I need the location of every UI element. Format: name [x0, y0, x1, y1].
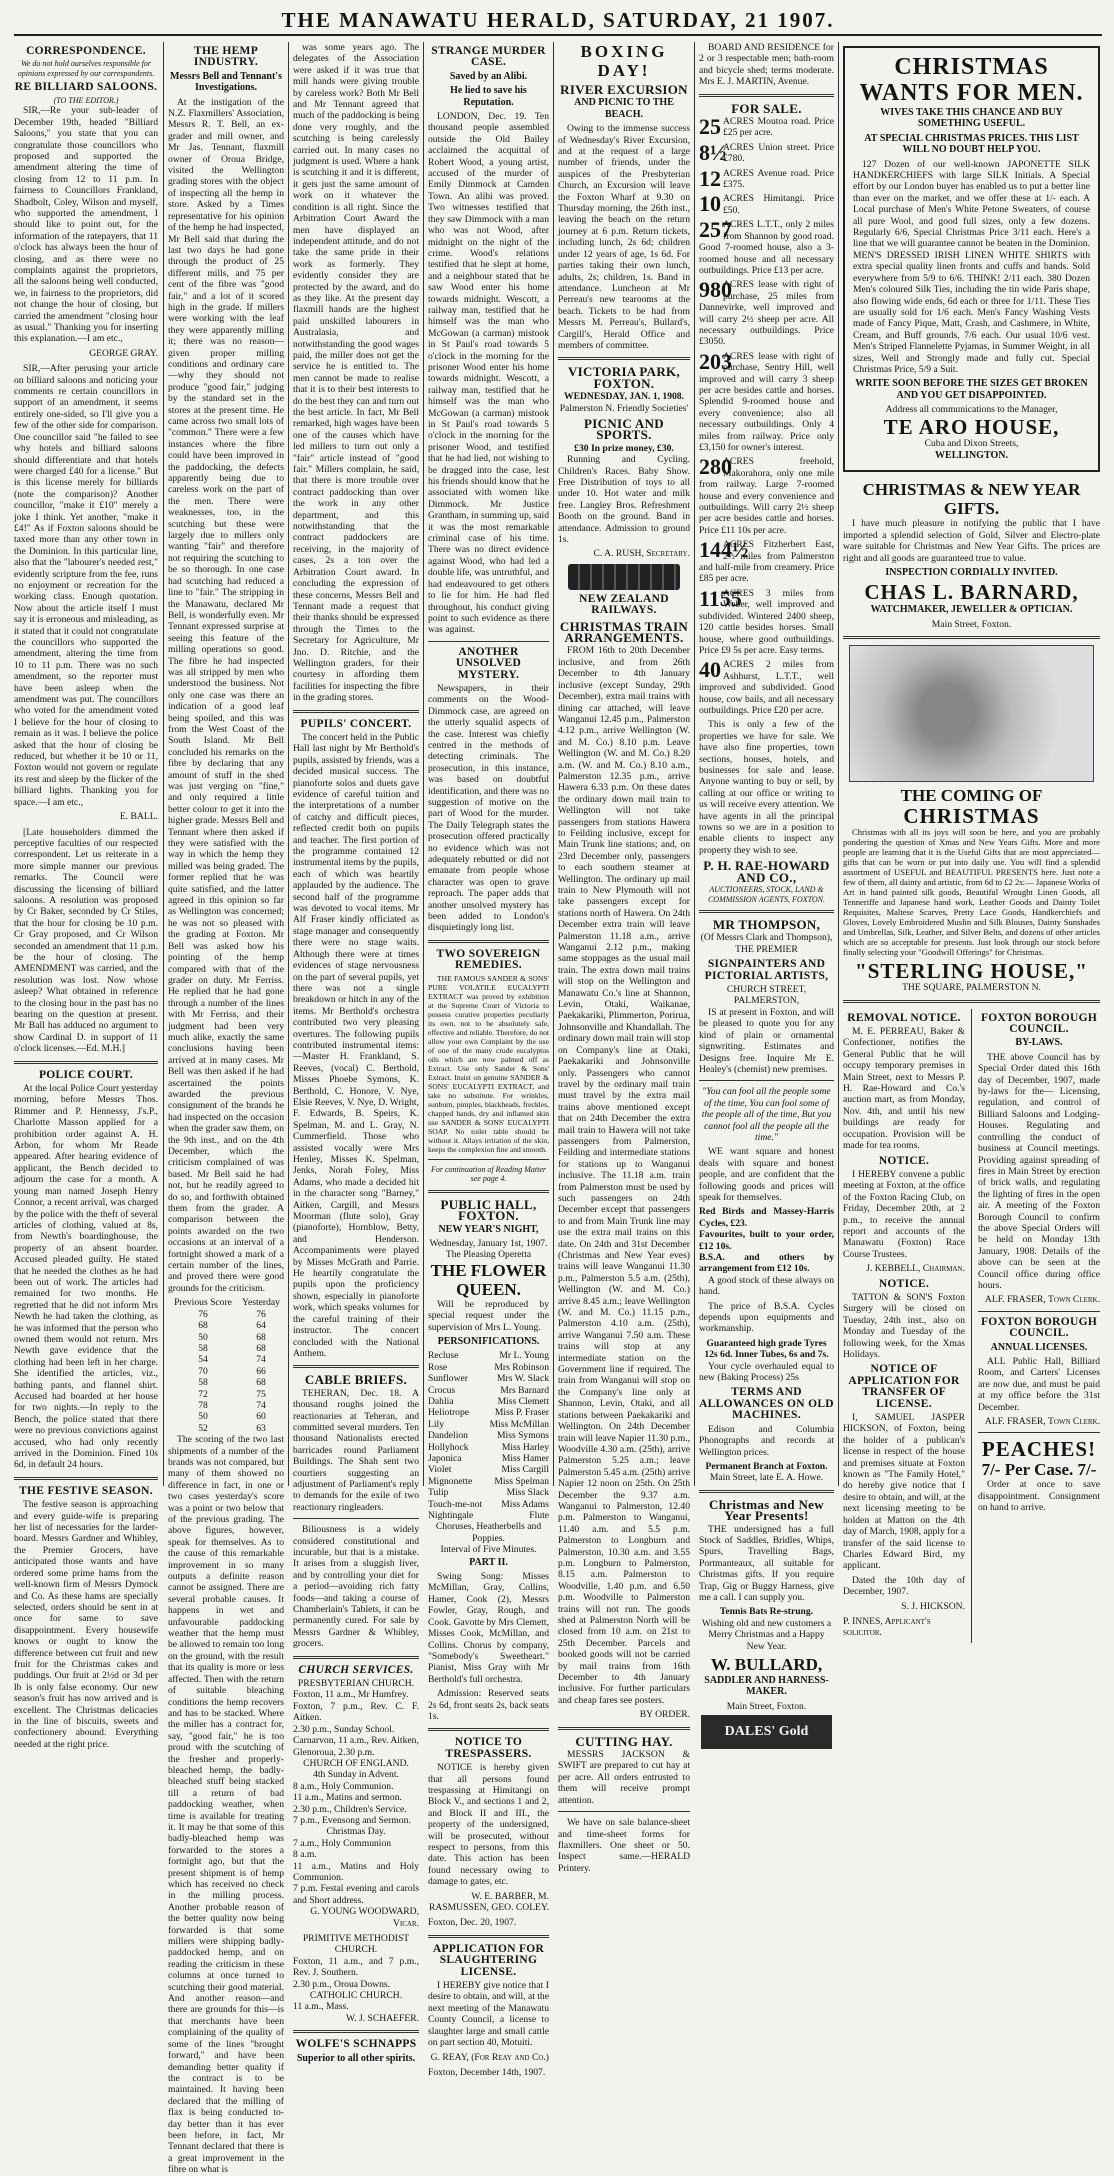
list-item: Rose Mrs Robinson [428, 1361, 549, 1373]
dales-dubbin-ad: DALES' Gold DUBBIN [701, 1715, 832, 1749]
coming-of-heading: THE COMING OF [900, 786, 1043, 806]
fraser-signature-2: ALF. FRASER, Town Clerk. [984, 1416, 1101, 1428]
billiard-heading: RE BILLIARD SALOONS. [14, 81, 158, 94]
letter-gray: SIR,—Re your sub-leader of December 19th, headed "Billiard Saloons," you state that you can congratulate those councillors who proposed and supported the amendment altering the time of closing from 12 to 11 p.m. In fairness to Councillors Frankland, Shadbolt, Coley, Wilson and myself, who supported the amendment, I should like to point out, for the information of the ratepayers, that 11 o'clock has always been the hour of closing, and as there were no complaints against the proprietors, all the saloons being well conducted, we, in fairness to the proprietors, did not change the hour of closing, but carried the amendment "closing hour as usual." Thanking you for inserting this explanation.—I am etc., [14, 105, 158, 345]
unsolved-mystery-text: Newspapers, in their comments on the Wood-Dimmock case, are agreed on the utterly squalid aspects of the case. Interest was chiefly centred in the methods of detecting criminals. The prosecution, in this instance, was based on doubtful identification, and there was no suggestion of motive on the part of Wood for the murder. The Daily Telegraph states the prosecution offered practically no evidence which was not adequately rebutted or did not emanate from people whose character was open to grave reproach. The paper adds that another unsolved mystery has been added to London's disquietingly long list. [428, 682, 549, 934]
trespassers-date: Foxton, Dec. 20, 1907. [428, 1917, 517, 1929]
church-line: PRIMITIVE METHODIST CHURCH. [302, 1933, 410, 1956]
hemp-text: At the instigation of the N.Z. Flaxmillers' Association, Messrs R. T. Bell, an ex-grader and mill owner, and Mr Jas. Tennant, flaxmill owner of Oroua Bridge, visited the Wellington grading stores with the object of inspecting all the hemp in store. Asked by a Times representative for his opinion of the hemp he had inspected, Mr Bell said that during the last two days he had gone through the product of 25 different mills, and 75 per cent of the fibre was "good fair," and a lot of it scored high in the grade. If millers were working with the leaf they were apparently milling it; there was no reason—given proper milling conditions and ordinary care—why they should not produce "good fair," judging by the standard set in the stores at the present time. He came across two small lots of "common." There were a few instances where the fibre could have been improved in the paddocking, the defects apparently being due to careless work on the part of the men. There were weaknesses, too, in the scutching but these were largely due to millers only wanting "fair" and therefore not requiring the scutching to be so thorough. In one case had scutching had reduced a line to "fair." The stripping in the Manawatu, declared Mr Bell, is wonderfully even. Mr Tennant expressed surprise at seeing this feature of the milling operations so good. The fibre he had inspected was all stripped by men who understood the business. Not only one case was there an indication of a good leaf being spoiled, and this was from the West Coast of the South Island. Mr Bell concluded his remarks on the fibre by declaring that any amount of stuff in the shed was just verging on "fine," and only required a little better colour to get it into the higher grade. Messrs Bell and Tennant where then asked if they were satisfied with the way in which the hemp they milled was being graded. The former replied that he was quite satisfied, and the latter agreed in this opinion so far as Wellington was concerned; he was not so pleased with the grading at Foxton. Mr Bell was asked how his pointing of the hemp compared with that of the grader on duty. Mr Ferriss. He replied that he had gone through a number of the lines with Mr Ferriss, and their judgment had been very much alike, exactly the same conclusions having been arrived at in many cases. Mr Bell was then asked if he had ascertained the points awarded the previous consignment of the brands he had inspected on the occasion when the grader saw them, on the 9th inst., and on the 4th December, which the criticism complained of was based. Mr Bell said he had not, but he readily agreed to do so, and forthwith obtained them from the grader. A comparison between the points awarded on the two occasions at an interval of a fortnight showed a mark of a certain number of the lines, and proved there were good grounds for the criticism. [168, 96, 284, 1294]
church-services-heading: CHURCH SERVICES. [298, 1663, 414, 1676]
church-line: 8 a.m., Holy Communion. [293, 1780, 394, 1792]
police-court-text: At the local Police Court yesterday morning, before Messrs Thos. Rimmer and P. Hennessy, J's.P., Charlotte Masson applied for a prohibition order against A. H. Arbon, for whom Mr Reade appeared. After hearing evidence of applicant, the Bench decided to adjourn the case for a month. A young man named Joseph Henry Connor, a recent arrival, was charged by the police with the theft of several articles of clothing, valued at 8s, from Newth's boardinghouse, the property of an absent boarder. Accused pleaded guilty. He stated that he needed the clothes as he had been out of work. The articles had remained for two months. He regretted that he did not inform Mrs Newth he had taken the clothing, as he was informed that the person who owned them would not return. Mrs Newth gave evidence that the clothing had been left in her charge. She identified the articles, viz., bathing pants, and flannel shirt. Accused had boarded at her house for two nights.—In reply to the Bench, the police stated that there were no previous convictions against accused, who had only recently arrived in the Dominion. Fined 10s 6d, in default 24 hours. [14, 1083, 158, 1471]
board-residence-ad: BOARD AND RESIDENCE for 2 or 3 respectable men; bath-room and bicycle shed; terms moderate. Mrs E. J. MARTIN, Avenue. [699, 42, 834, 88]
by-order: BY ORDER. [639, 1709, 690, 1721]
transfer-date: Dated the 10th day of December, 1907. [843, 1574, 966, 1598]
column-3 [293, 42, 419, 2064]
score-header-previous: Previous Score [174, 1297, 232, 1309]
gifts-heading: CHRISTMAS & NEW YEAR GIFTS. [862, 480, 1081, 519]
list-item: 257 ACRES L.T.T., only 2 miles from Shannon by good road. Good 7-roomed house, also a 3-roomed house and all necessary outbuildings. Price £13 per acre. [699, 217, 834, 276]
saddles-text: THE undersigned has a full Stock of Saddles, Bridles, Whips, Spurs, Travelling Bags, Portmanteaux, all suitable for Christmas gifts. If you require Trap, Gig or Buggy Harness, give me a call. I can supply you. [699, 1523, 834, 1603]
column-rule [288, 42, 289, 1486]
column-rule [163, 42, 164, 1486]
murder-text: LONDON, Dec. 19. Ten thousand people assembled outside the Old Bailey acclaimed the acquittal of Robert Wood, a young artist, accused of the murder of Emily Dimmock at Camden Town. An alibi was proved. Two witnesses testified that they saw Dimmock with a man who was not Wood, after midnight on the night of the crime. Wood's relations testified that he slept at home, and a neighbour stated that he saw Wood enter his home towards midnight. Wescott, a railway man, testified that he himself was the man who McGowan (a carman) mistook in St Paul's road towards 5 o'clock in the morning for the prisoner Wood enter his home towards midnight. Wescott, a railway man, testified that he himself was the man who McGowan (a carman) mistook in St Paul's road towards 5 o'clock in the morning for the prisoner Wood, and testified that he had lied, not wishing to be dragged into the case, lest his friends should know that he associated with women like Dimmock. Mr Justice Grantham, in summing up, said it was the most remarkable criminal case of his time. There was no direct evidence against Wood, who had led a double life, was untruthful, and had endeavoured to get others to lie for him. He had fled throughout, his conduct giving point to such evidence as there was against. [428, 111, 549, 636]
church-line: 2.30 p.m., Sunday School. [293, 1723, 395, 1735]
list-item: Recluse Mr L. Young [428, 1350, 549, 1362]
church-street: CHURCH STREET, PALMERSTON, [726, 984, 807, 1007]
church-line: CATHOLIC CHURCH. [309, 1990, 403, 2002]
hemp-subheading: Messrs Bell and Tennant's Investigations. [170, 70, 282, 94]
police-court-heading: POLICE COURT. [38, 1068, 133, 1081]
column-2 [168, 42, 284, 2176]
slaughter-signature: G. REAY, (For Reay and Co.) [430, 2051, 549, 2063]
hemp-continued: was some years ago. The delegates of the Association were asked if it was true that mill hands were giving trouble by careless work? Both Mr Bell and Mr Tennant agreed that much of the paddocking is being done very roughly, and the scutching is being carelessly carried out. In many cases no judgment is used. Where a hank is scutching it and it is different, it gets just the same amount of work on it whatever the condition is all right. Since the Arbitration Court Award the men have displayed an independent attitude, and do not take the same pride in their work as formerly. They evidently consider they are protected by the award, and do as they like. At the present day flaxmill hands are the highest paid unskilled labourers in Australasia, and notwithstanding the good wages paid, the miller does not get the service he is entitled to. The men cannot be made to realise that it is to their best interests to do the best they can and turn out the best article. In fact, Mr Bell remarked, high wages have been one of the causes which have led millers to turn out only a "fair" article instead of "good fair." Millers complain, he said, that there is more trouble over contract paddocking than over the work in any other department, and this notwithstanding that the contract paddockers are receiving, in the majority of cases, 2s a ton over the Arbitration Court award. In concluding the expression of these concerns, Messrs Bell and Tennant made a request that their thanks should be expressed through the Times to the Secretary for Agriculture, Mr Jno. D. Ritchie, and the Wellington graders, for their courtesy in affording them facilities for inspecting the fibre in the grading stores. [293, 42, 419, 704]
list-item: Tulip Miss Slack [428, 1487, 549, 1499]
christmas-illustration [849, 645, 1094, 782]
thompson-heading: MR THOMPSON, [712, 917, 821, 933]
concert-date: Wednesday, January 1st, 1907. [429, 1237, 548, 1249]
table-row: 50 60 [198, 1411, 266, 1423]
thompson-text: IS at present in Foxton, and will be pleased to quote you for any kind of plain or ornamental signwriting. Estimates and Designs free. Inquire Mr E. Healey's (chemist) new premises. [699, 1006, 834, 1075]
list-item: Nightingale Flute [428, 1510, 549, 1522]
peaches-text: Order at once to save disappointment. Consignment on hand to arrive. [978, 1479, 1101, 1514]
list-item: 980 ACRES lease with right of purchase, 25 miles from Dannevirke, well improved and will carry 2½ sheep per acre. All necessary outbuildings. Price £3050. [699, 277, 834, 348]
thompson-sub: (Of Messrs Clark and Thompson), [700, 932, 833, 944]
column-5 [558, 42, 690, 1874]
slaughter-license-heading: APPLICATION FOR SLAUGHTERING LICENSE. [432, 1942, 545, 1978]
rae-howard-heading: P. H. RAE-HOWARD AND CO., [703, 858, 830, 885]
wishing-text: Wishing old and new customers a Merry Christmas and a Happy New Year. [701, 1617, 832, 1652]
column-6 [699, 42, 834, 1774]
column-rule [553, 42, 554, 1486]
table-row: 76 76 [198, 1308, 266, 1320]
murder-subheading-1: Saved by an Alibi. [449, 70, 528, 82]
christmas-wants-sub: WIVES TAKE THIS CHANCE AND BUY SOMETHING USEFUL. [880, 107, 1063, 130]
bullard-address: Main Street, Foxton. [726, 1700, 807, 1712]
editor-note: [Late householders dimmed the perceptive faculties of our respected correspondent. Let us reiterate in a more simple manner our previous remarks. The Council were discussing the licensing of billiard saloons. A resolution was proposed by Cr Baker, seconded by Cr Stiles, that the hour for closing be 10 p.m. Cr Gray proposed, and Cr Wilson seconded an amendment that 11 p.m. be the hour of closing. The AMENDMENT was carried, and the resolution was lost. Now whose asleep? What obtained in reference to the closing hour in the past has no bearing on the question at present. Mr Ball has adduced no argument to show Cardinal D. in support of 11 o'clock licenses.—Ed. M.H.] [14, 826, 158, 1055]
list-item: Sunflower Mrs W. Slack [428, 1373, 549, 1385]
sale-note: This is only a few of the properties we have for sale. We have also fine properties, town sections, houses, hotels, and businesses for sale and lease. Anyone wanting to buy or sell, by calling at our office or writing to us will receive every attention. We have agents in all the principal towns so we are in a position to enable clients to inspect any property they wish to see. [699, 719, 834, 856]
church-line: G. YOUNG WOODWARD, Vicar. [310, 1906, 419, 1929]
cycles-price: Red Birds and Massey-Harris Cycles, £23. [699, 1206, 834, 1229]
list-item: Crocus Mrs Barnard [428, 1384, 549, 1396]
notice-heading-2: NOTICE. [878, 1277, 930, 1290]
sterling-house: "STERLING HOUSE," [855, 959, 1088, 984]
festive-season-heading: THE FESTIVE SEASON. [19, 1484, 153, 1497]
table-row: 78 74 [198, 1399, 266, 1411]
signpainters-heading: SIGNPAINTERS AND PICTORIAL ARTISTS, [704, 958, 829, 982]
list-item: 8½ ACRES Union street. Price £780. [699, 139, 834, 165]
meeting-text: I HEREBY convene a public meeting at Foxton, at the office of the Foxton Racing Club, on Friday, December 20th, at 2 p.m., to receive the annual report and accounts of the Manawatu (Foxton) Race Course Trustees. [843, 1168, 966, 1260]
church-line: 7 p.m. Festal evening and carols and Short address. [293, 1883, 419, 1906]
correspondence-note: We do not hold ourselves responsible for opinions expressed by our correspondents. [17, 59, 155, 78]
tennis-bats: Tennis Bats Re-strung. [719, 1606, 814, 1618]
church-line: 4th Sunday in Advent. [313, 1769, 399, 1781]
hemp-heading: THE HEMP INDUSTRY. [193, 45, 259, 69]
church-line: 11 a.m., Mass. [293, 2001, 349, 2013]
festive-season-text: The festive season is approaching and every guide-wife is preparing her list of necessaries for the larder-board. Messrs Gardner and Whibley, the Premier Grocers, have anticipated those wants and have ordered some prime hams from the well-known firm of Messrs Dymock and Co. As these hams are specially selected, orders should be sent in at once for same to save disappointment. Every housewife knows or ought to know the difference between cut fruit and new fruit for the Christmas cakes and puddings. Our fruit at 2½d or 3d per lb is only false economy. Our new season's fruit has now arrived and is excellent. The Christmas delicacies in the line of biscuits, sweets and confectionery abound. Everything needed at the right price. [14, 1499, 158, 1750]
tyres-price: Guaranteed high grade Tyres 12s 6d. Inner Tubes, 6s and 7s. [704, 1337, 829, 1361]
score-header-yesterday: Yesterday [242, 1297, 280, 1309]
list-item: 203 ACRES lease with right of purchase, Sentry Hill, well improved and will carry 3 sheep per acre besides cattle and horses. Splendid 9-roomed house and every convenience; also all necessary outbuildings. Only 4 miles from railway. Price only £3,150 for owner's interest. [699, 348, 834, 453]
table-row: 50 68 [198, 1331, 266, 1343]
gifts-text: I have much pleasure in notifying the public that I have imported a splendid selection of Gold, Silver and Electro-plate ware suitable for Christmas and New Year Gifts. The prices are right and all goods are guaranteed true to value. [843, 518, 1100, 564]
column-rule [838, 42, 839, 1486]
church-line: W. J. SCHAEFER. [346, 2012, 419, 2024]
column-rule [423, 42, 424, 1486]
barnard-heading: CHAS L. BARNARD, [864, 580, 1079, 605]
bullard-heading: W. BULLARD, [710, 1655, 823, 1674]
address-note: Address all communications to the Manager, [885, 404, 1058, 416]
to-the-editor: (TO THE EDITOR.) [53, 95, 119, 105]
picnic-sports-heading: PICNIC AND SPORTS. [584, 415, 664, 443]
river-excursion-heading: RIVER EXCURSION [560, 82, 688, 97]
bylaws-heading: BY-LAWS. [1015, 1037, 1063, 1049]
for-sale-heading: FOR SALE. [731, 100, 802, 116]
column-7 [843, 42, 1101, 1639]
list-item: 12 ACRES Avenue road. Price £375. [699, 165, 834, 191]
list-item: Dahlia Miss Clemett [428, 1395, 549, 1407]
favourites-price: Favourites, built to your order, £12 10s. [699, 1229, 834, 1252]
annual-licenses-heading: ANNUAL LICENSES. [990, 1341, 1088, 1353]
balance-sheet-ad: We have on sale balance-sheet and time-sheet forms for flaxmillers. One sheet or 50. Inspect same.—HERALD Printery. [558, 1817, 690, 1874]
church-line: CHURCH OF ENGLAND. [303, 1757, 409, 1769]
public-hall-heading: PUBLIC HALL, FOXTON. [440, 1196, 537, 1224]
overhaul-price: Your cycle overhauled equal to new (Baking Process) 25s [699, 1360, 834, 1384]
church-line: 11 a.m., Matins and sermon. [293, 1792, 402, 1804]
table-row: 70 66 [198, 1365, 266, 1377]
table-row: 58 68 [198, 1342, 266, 1354]
table-row: 72 75 [198, 1388, 266, 1400]
fool-poem: "You can fool all the people some of the time, You can fool some of the people all of the time, But you cannot fool all the people all the time." [701, 1086, 832, 1143]
christmas-train-text: FROM 16th to 20th December inclusive, and from 26th December to 4th January inclusive (except Sunday, 29th December), extra mail trains with dining car attached, will leave Wanganui 12.45 p.m., Palmerston 4.12 p.m., arrive Wellington (W. and M. Co.) 8.10 p.m. Leave Wellington (W. and M. Co.) 8.20 a.m. (W. and M. Co.) 8.10 a.m., Palmerston 12.35 p.m., arrive Hawera 6.33 p.m. On these dates the ordinary down mail train to Wellington will not take passengers from stations Hawera to Feilding inclusive, except for Main Trunk line stations; and, on 23rd December only, passengers to each southern steamer at Wellington. The ordinary up mail train to New Plymouth will not take passengers except for stations north of Hawera. On 24th December extra train will leave Palmerston 11.18 a.m., arrive Wanganui 2.12 p.m., making same stoppages as the usual mail train. The extra down mail trains will stop on the Wellington and Manawatu Co.'s line at Shannon, Levin, Otaki, Waikanae, Paekakariki, Plimmerton, Porirua, Johnsonville and Khandallah. The ordinary down mail train will stop on Company's line at Otaki, Paekakariki and Johnsonville only. Passengers who cannot travel by the ordinary mail train must travel by the extra mail trains above mentioned except that on 24th December the extra mail train to Hawera will not take passengers from Palmerston, Feilding and intermediate stations for stations up to Wanganui inclusive. The 11.18 a.m. train from Palmerston must be used by such passengers on 24th December except that passengers to and from Main Trunk line may use the extra mail trains on this date. On 24th and 31st December (Christmas and New Year eves) trains will leave Wanganui 11.30 p.m., Palmerston 5.5 a.m. (25th), Wellington (W. and M. Co.) arrive 8.45 a.m.; leave Wellington (W. and M. Co.) 11.15 p.m., Palmerston 4.10 a.m. (25th), arrive Wanganui 7.50 a.m. These trains will stop at any intermediate station on the Government line if required. The train from Wanganui will stop on the Company's line only at Shannon, Levin, Otaki, and all stations between Paekakariki and Wellington. On 24th December train will leave Napier 11.30 p.m., Woodville 4.30 a.m. (25th), arrive Palmerston 5.25 a.m.; leave Palmerston 5.45 a.m. (25th) arrive Napier 12 noon on 25th. On 25th December the 9.37 a.m. Wanganui to Palmerston, 12.40 p.m. Palmerston to Wanganui, 11.40 a.m. and 5.5 p.m. Palmerston to Longburn and Palmerston, 10.30 a.m. and 3.55 p.m. Longburn to Palmerston, 8.15 a.m. Palmerston to Woodville, 1.40 p.m. and 6.50 p.m. Woodville to Palmerston trains will not run. The goods shed at Palmerston North will be closed from 10 a.m. on 21st to 25th December. Parcels and booked goods will not be carried by mail trains from 16th December to 4th January inclusive. For further particulars and cheap fares see posters. [558, 645, 690, 1706]
stock-note: A good stock of these always on hand. [699, 1274, 834, 1298]
pupils-concert-text: The concert held in the Public Hall last night by Mr Berthold's pupils, assisted by friends, was a decided musical success. The pianoforte solos and duets gave evidence of careful tuition and the interpretations of a number of catchy and difficult pieces, reflected credit both on pupils and teacher. The first portion of the programme contained 12 instrumental items by the pupils, each of which was heartily applauded by the audience. The second half of the programme was devoted to vocal items. Mr Alf Fraser kindly officiated as stage manager and consequently there were no stage waits. Although there were at times evidences of stage nervousness on the part of several pupils, yet there was not a single breakdown or hitch in any of the items. Mr Berthold's orchestra contributed two very pleasing overtures. The following pupils contributed instrumental items:—Master H. Frankland, S. Reeves, (vocal) C. Berthold, Misses Phoebe Symons, K. Berthold, C. Honore, V. Nye, Elsie Reeves, V. Nye, D. Wright, F. Edwards, B. Speirs, K. Spelman, M. and L. Gray, N. Cummerfield. Those who assisted vocally were Mrs Henley, Misses K. Spelman, Jenks, Norah Foley, Miss Adams, who made a decided hit in the character song "Barney," Aitken, Cargill, and Messrs Moorman (flute solo), Gray (pianoforte), Hornblow, Betty, and Henderson. Accompaniments were played by Misses McGrath and Parrie. He heartily congratulate the pupils upon the proficiency shown, especially in pianoforte work, which speaks volumes for the careful training of their instructor. The concert concluded with the National Anthem. [293, 731, 419, 1359]
list-item: 10 ACRES Himitangi. Price £50. [699, 191, 834, 217]
signature-ball: E. BALL. [119, 811, 158, 823]
church-line: Carnarvon, 11 a.m., Rev. Aitken, [293, 1735, 419, 1747]
rush-signature: C. A. RUSH, Secretary. [593, 548, 690, 560]
hemp-text-after-scores: The scoring of the two last shipments of a number of the brands was not compared, but many of them showed no difference in fact, in one or two cases yesterday's score was a point or two below that of the previous grading. The above figures, however, speak for themselves. As to the cause of this remarkable improvement in so many outputs a definite reason cannot be assigned. There are several probable causes. It happens in wet and unfavourable paddocking weather that the hemp must be allowed to remain too long on the ground, with the result that its quality is more or less affected. Then with the return of suitable bleaching conditions the hemp recovers and has to be stacked. Where the miller has a contract for, say, "good fair," he is too proud with the scutching of the fresher and properly-bleached hemp, the badly-bleached stuff being stacked till a return of bad paddocking weather, when time is available for treating it. It may be that some of this badly-bleached hemp was forwarded to the stores a fortnight ago, but that the present shipment is of hemp which has received no check in the milling process. Another probable reason of the better quality now being forwarded is that some millers were shipping badly-paddocked hemp, and on reading the criticism in these columns at once turned to scutching their good material. And another reason—and there are grounds for this—is that merchants have been complaining of the quality of some of the lines "brought forward," and have been demanding better quality if the contract is to be maintained. It having been declared that the milling of flax is being conducted to-day better than it has ever been before, in fact, Mr Tennant declared that there is a great improvement in the fibre on what is [168, 1434, 284, 2176]
bsa-note: The price of B.S.A. Cycles depends upon equipments and workmanship. [699, 1300, 834, 1335]
terms-allowances: TERMS AND ALLOWANCES ON OLD MACHINES. [699, 1386, 834, 1422]
fraser-signature: ALF. FRASER, Town Clerk. [984, 1294, 1101, 1306]
church-line: 7 a.m., Holy Communion [293, 1837, 392, 1849]
pupils-concert-heading: PUPILS' CONCERT. [300, 717, 412, 730]
trespassers-text: NOTICE is hereby given that all persons found trespassing at Himitangi on Block V., and sections 1 and 2, and Block II and III., the property of the undersigned, will be prosecuted, without respect to persons, from this date. This action has been found necessary owing to damage to gates, etc. [428, 1762, 549, 1888]
murder-subheading-2: He lied to save his Reputation. [450, 85, 527, 108]
church-line: Foxton, 7 p.m., Rev. C. F. Aitken. [293, 1700, 419, 1724]
part-two: PART II. [469, 1556, 508, 1568]
list-item: Heliotrope Miss P. Fraser [428, 1407, 549, 1419]
wolfes-schnapps-tagline: Superior to all other spirits. [296, 2052, 416, 2064]
list-item: Dandelion Miss Symons [428, 1430, 549, 1442]
list-item: 144½ ACRES Fitzherbert East, 2½ miles from Palmerston and half-mile from creamery. Price £85 per acre. [699, 537, 834, 585]
list-item: Lily Miss McMillan [428, 1418, 549, 1430]
church-line: Foxton, 11 a.m., Mr Humfrey. [293, 1689, 409, 1701]
trespassers-signatories: W. E. BARBER, M. RASMUSSEN, GEO. COLEY. [428, 1890, 549, 1914]
notices-left [843, 1009, 965, 1643]
inspection-invited: INSPECTION CORDIALLY INVITED. [885, 567, 1058, 578]
premier-label: THE PREMIER [735, 943, 798, 955]
cable-briefs-heading: CABLE BRIEFS. [304, 1372, 408, 1388]
christmas-wants-heading: CHRISTMAS WANTS FOR MEN. [859, 54, 1084, 106]
operetta-text: Will be reproduced by special request under the supervision of Mrs L. Young. [428, 1298, 549, 1333]
te-aro-city: WELLINGTON. [935, 449, 1008, 461]
interval: Interval of Five Minutes. [440, 1544, 537, 1556]
list-item: Mignonette Miss Spelman [428, 1475, 549, 1487]
list-item: Hollyhock Miss Harley [428, 1441, 549, 1453]
murder-case-heading: STRANGE MURDER CASE. [431, 45, 546, 69]
te-aro-house: TE ARO HOUSE, [883, 414, 1060, 439]
church-line: Glenoroua, 2.30 p.m. [293, 1746, 375, 1758]
barnard-address: Main Street, Foxton. [931, 618, 1012, 630]
borough-council-heading-2: FOXTON BOROUGH COUNCIL. [980, 1315, 1098, 1340]
christmas-wants-ad [843, 46, 1100, 472]
removal-notice-heading: REMOVAL NOTICE. [847, 1011, 961, 1024]
new-years-night: NEW YEAR'S NIGHT, [438, 1223, 539, 1235]
flower-queen-title: THE FLOWER QUEEN. [430, 1260, 547, 1299]
slaughter-license-text: I HEREBY give notice that I desire to obtain, and will, at the next meeting of the Manawatu County Council, a license to slaughter large and small cattle on part section 40, Motuiti. [428, 1980, 549, 2049]
notices-right [978, 1009, 1100, 1643]
xmas-presents-heading: Christmas and New Year Presents! [709, 1496, 824, 1524]
cutting-hay-heading: CUTTING HAY. [575, 1733, 673, 1749]
notice-heading-1: NOTICE. [878, 1154, 930, 1167]
branch-address: Main Street, late E. A. Howe. [709, 1472, 824, 1484]
table-row: 68 64 [198, 1320, 266, 1332]
cable-briefs-text: TEHERAN, Dec. 18. A thousand roughs joined the reactionaries at Teheran, and committed several murders. Ten thousand Nationalists erected barricades round Parliament Buildings. The Shah sent two courtiers suggesting an adjustment of Parliament's reply to demands for the exile of two reactionary ringleaders. [293, 1387, 419, 1513]
transfer-text: I, SAMUEL JASPER HICKSON, of Foxton, being the holder of a publican's license in respect of the house and premises situate at Foxton known as "The Family Hotel," do hereby give notice that I desire to obtain, and will, at the next licensing meeting to be holden at Matton on the 4th day of March, 1908, apply for a transfer of the said license to Charles Edward Bird, my applicant. [843, 1412, 966, 1572]
bylaws-text: THE above Council has by Special Order dated this 16th day of December, 1907, made by-laws for the— Licensing, regulation, and control of Billiard Saloons and Lodging-Houses. Regulating and controlling the conduct of business at Council meetings. Providing against spreading of fires in Main Street by erection of brick walls, and regulating the lighting of fires in the open air. A meeting of the Foxton Borough Council to confirm the above Special Orders will be held on Monday 13th January, 1908. Details of the above can be seen at the Council office during office hours. [978, 1051, 1101, 1291]
trespassers-heading: NOTICE TO TRESPASSERS. [445, 1736, 532, 1760]
admission: Admission: Reserved seats 2s 6d, front seats 2s, back seats 1s. [428, 1688, 549, 1722]
sovereign-remedies-text: THE FAMOUS SANDER & SONS' PURE VOLATILE EUCALYPTI EXTRACT was proved by exhibition at the Supreme Court of Victoria to possess curative properties peculiarly its own, not to be absolutely safe, effective and reliable. Therefore, do not allow your own Complaint by the use of one of the many crude eucalyptus oils which are now palmed off as Extract. Use only Sander & Sons' Extract. Insist on genuine SANDER & SONS' EUCALYPTI EXTRACT, and take no substitute. For wrinkles, sunburn, pimples, blackheads, freckles, chapped hands, dry and inflamed skin use SANDER & SONS' EUCALYPTI SOAP. No toilet table should be without it. Allays irritation of the skin, keeps the complexion fine and smooth. [428, 973, 549, 1154]
coming-of-christmas-text: Christmas with all its joys will soon be here, and you are probably pondering the question of Xmas and New Years Gifts. More and more people are learning that it is the Useful Gifts that are most appreciated—gifts that can be worn or put into daily use. You will find a splendid assortment of USEFUL and BEAUTIFUL PRESENTS here. Just note a few of them, all dainty and artistic, from 6d to £2 2s:— Japanese Works of Art in hand painted silk goods, Beautiful Wrought Linen Goods, all Tenneriffe and Japanese hand work, Leather Goods and Dainty Toilet Requisites, Maltese Scarves, Pretty Lace Goods, Handkerchiefs and Gloves, Lovely Embroidered Muslin and Silk Blouses, Dainty Sunshades and Umbrellas, Silk, Leather, and Silver Belts, and dozens of other articles which are so acceptable for presents. Just look through our stock before finally selecting your "Goodwill Offerings" for Christmas. [843, 827, 1100, 958]
peaches-price: 7/- Per Case. 7/- [981, 1460, 1097, 1480]
sovereign-remedies-heading: TWO SOVEREIGN REMEDIES. [436, 947, 541, 972]
sterling-address: THE SQUARE, PALMERSTON N. [902, 982, 1041, 994]
borough-council-heading: FOXTON BOROUGH COUNCIL. [980, 1011, 1098, 1036]
innes-solicitor: P. INNES, Applicant's solicitor. [843, 1615, 931, 1639]
transfer-heading: NOTICE OF APPLICATION FOR TRANSFER OF LICENSE. [848, 1363, 960, 1410]
wolfes-schnapps-ad: WOLFE'S SCHNAPPS [295, 2038, 417, 2051]
tatton-text: TATTON & SON'S Foxton Surgery will be closed on Tuesday, 24th inst., also on Monday and Tuesday of the following week, for the Xmas Holidays. [843, 1291, 966, 1360]
list-item: 40 ACRES 2 miles from Ashhurst, L.T.T., well improved and subdivided. Good house, cow bails, and all necessary outbuildings. Price £20 per acre. [699, 657, 834, 716]
inner-column-rule [971, 1009, 972, 1643]
church-line: Christmas Day. [326, 1826, 386, 1838]
list-item: Touch-me-not Miss Adams [428, 1498, 549, 1510]
kebbell-signature: J. KEBBELL, Chairman. [866, 1263, 966, 1275]
church-line: 7 p.m., Evensong and Sermon. [293, 1814, 411, 1826]
removal-notice-text: M. E. PERREAU, Baker & Confectioner, notifies the General Public that he will occupy temporary premises in Main Street, next to Messrs P. H. Rae-Howard and Co.'s auction mart, as from Monday, Nov. 4th, and until his new buildings are ready for occupation. Provision will be made for tea rooms. [843, 1026, 966, 1152]
correspondence-heading: CORRESPONDENCE. [26, 45, 146, 57]
rae-howard-sub: AUCTIONEERS, STOCK, LAND & COMMISSION AGENTS, FOXTON. [707, 885, 826, 904]
column-4 [428, 42, 549, 2078]
notices-row [843, 1009, 1100, 1643]
church-line: Foxton, 11 a.m., and 7 p.m., Rev. J. Southern. [293, 1955, 419, 1979]
square-deals: WE want square and honest deals with square and honest people, and are confident that the following goods and prices will speak for themselves. [699, 1146, 834, 1203]
christmas-train-heading: CHRISTMAS TRAIN ARRANGEMENTS. [559, 618, 689, 646]
railways-heading: NEW ZEALAND RAILWAYS. [579, 592, 669, 617]
table-row: 58 68 [198, 1377, 266, 1389]
bullard-sub: SADDLER AND HARNESS-MAKER. [704, 1675, 829, 1698]
victoria-park-heading: VICTORIA PARK, FOXTON. [567, 364, 681, 391]
permanent-branch: Permanent Branch at Foxton. [705, 1460, 828, 1472]
continuation-note: For continuation of Reading Matter see page 4. [430, 1164, 547, 1184]
train-illustration [568, 564, 680, 590]
river-excursion-text: Owing to the immense success of Wednesday's River Excursion, and at the request of a large number of friends, under the auspices of the Presbyterian Church, an Excursion will leave the Foxton Wharf at 9.30 on Thursday morning, the 26th inst., leaving the beach on the return journey at 6 p.m. Return tickets, including lunch, 2s 6d; children under 12 years of age, 1s 6d. For parties taking their own lunch, adults, 2s; children, 1s. Band in attendance. Luncheon at Mr Perreau's new tearooms at the beach. Tickets to be had from Messrs M. Perreau's, Bullard's, Cargill's, Herald Office and members of committee. [558, 123, 690, 351]
christmas-wants-text: 127 Dozen of our well-known JAPONETTE SILK HANDKERCHIEFS with large SILK Initials. A Special effort by our London buyer has enabled us to put a better line than ever on the market, and we offer these at 1/- each. A Local purchase of Men's White Petone Sweaters, of course all pure Wool, and good full sizes, only a few dozens. Regularly 6/6, Special Christmas Price 3/11 each. Here's a line that we will guarantee cannot be beaten in the Dominion. MEN'S DRESSED IRISH LINEN WHITE SHIRTS with extra special quality linen fronts and cuffs and bands. Sold everywhere from 5/9 to 6/6. THINK! 2/11 each. 380 Dozen Men's coloured Silk Ties, including the tin wide Paris shape, also flowing wide ends, 6d each or three for 1/11. These Ties are usually sold for 1/6 each. Men's Fancy Washing Vests made of Fancy Pique, Matt, Crash, and Cashmere, in White, Cream, and Buff grounds, 7/6 each. Our usual 10/6 vest. Men's Striped Flannelette Pyjamas, in Summer Weight, in all sizes, Well and Strongly made and fully cut. Special Christmas Price, 5/9 a Suit. [853, 158, 1090, 375]
slaughter-date: Foxton, December 14th, 1907. [428, 2066, 546, 2078]
list-item: Violet Miss Cargill [428, 1464, 549, 1476]
table-row: 52 63 [198, 1422, 266, 1434]
peaches-heading: PEACHES! [981, 1437, 1097, 1462]
church-line: 8 a.m. [293, 1849, 317, 1861]
church-line: 11 a.m., Matins and Holy Communion. [293, 1860, 419, 1883]
column-rule [694, 42, 695, 1486]
bsa-price: B.S.A. and others by arrangement from £12 10s. [699, 1252, 834, 1275]
church-line: PRESBYTERIAN CHURCH. [297, 1678, 415, 1690]
sports-text: Running and Cycling. Children's Races. Baby Show. Free Distribution of toys to all under 10. Hot water and milk free. Langley Bros. Refreshment Booth on the ground. Band in attendance. Admission to ground 1s. [558, 454, 690, 546]
church-line: 2.30 p.m., Oroua Downs. [293, 1978, 390, 1990]
church-line: 2.30 p.m., Children's Service. [293, 1803, 407, 1815]
choruses: Choruses, Heatherbells and Poppies. [435, 1521, 542, 1544]
list-item: Japonica Miss Hamer [428, 1453, 549, 1464]
list-item: 25 ACRES Moutoa road. Price £25 per acre. [699, 114, 834, 140]
phonographs: Edison and Columbia Phonographs and records at Wellington prices. [699, 1423, 834, 1458]
unsolved-mystery-heading: ANOTHER UNSOLVED MYSTERY. [455, 645, 522, 681]
hickson-signature: S. J. HICKSON. [901, 1600, 966, 1612]
christmas-heading: CHRISTMAS [903, 804, 1040, 829]
special-prices: AT SPECIAL CHRISTMAS PRICES. THIS LIST WILL NO DOUBT HELP YOU. [864, 132, 1079, 156]
operetta-label: The Pleasing Operetta [445, 1249, 532, 1261]
signature-gray: GEORGE GRAY. [89, 347, 158, 359]
list-item: 280 ACRES freehold, Makorahora, only one mile from railway. Large 7-roomed house and every convenience and outbuildings. Will carry 2½ sheep per acre besides cattle and horses. Price £11 10s per acre. [699, 454, 834, 536]
biliousness-ad: Biliousness is a widely considered constitutional and incurable, but that is a mistake. It arises from a sluggish liver, and by controlling your diet for a period—avoiding rich fatty foods—and taking a course of Chamberlain's Tablets, it can be permanently cured. For sale by Messrs Gardner & Whibley, grocers. [293, 1524, 419, 1650]
friendly-societies: Palmerston N. Friendly Societies' [559, 402, 689, 414]
personifications-heading: PERSONIFICATIONS. [437, 1335, 540, 1347]
boxing-day-heading: BOXING DAY! [580, 42, 668, 80]
masthead: THE MANAWATU HERALD, SATURDAY, 21 1907. [14, 8, 1102, 36]
cutting-hay-text: MESSRS JACKSON & SWIFT are prepared to cut hay at per acre. All orders entrusted to them will receive prompt attention. [558, 1749, 690, 1806]
list-item: 1155 ACRES 3 miles from Weber, well improved and subdivided. Wintered 2400 sheep, 120 cattle besides horses. Small house, where good outbuildings. Price £9 5s per acre. Easy terms. [699, 585, 834, 656]
te-aro-streets: Cuba and Dixon Streets, [924, 437, 1019, 449]
licenses-text: ALL Public Hall, Billiard Room, and Carters' Licenses are now due, and must be paid at my office before the 31st December. [978, 1356, 1101, 1413]
river-excursion-sub: AND PICNIC TO THE BEACH. [574, 97, 674, 120]
barnard-sub: WATCHMAKER, JEWELLER & OPTICIAN. [870, 604, 1073, 616]
prize-money: £30 In prize money, £30. [574, 442, 674, 454]
victoria-park-date: WEDNESDAY, JAN. 1, 1908. [563, 391, 685, 403]
letter-ball: SIR,—After perusing your article on billiard saloons and noticing your comments re certain councillors in support of an amendment, it seems entirely one-sided, so I'll give you a few of the other side for comparison. One councillor said "he failed to see why hotels and billiard saloons should differentiate and that hotels were charged £40 for a license." But is this license merely for billiards (note the comparison)? Another councillor, "make it £10" merely a joke I think. Yet another, "make it £4!" As if Foxton saloons should be taxed more than any other town in the Dominion. In this particular line, also that the "labourer's needed rest," evidently scripture from the fee, runs no enjoyment or recreation for the working class. Enough quotation. Now about the article itself I must say it is erroneous and misleading, as it stated that it could not congratulate the councillors who supported the amendment, altering the time from 10 to 11 p.m. There was no such amendment, so the reporter must have been asleep when the amendment was put. The councillors who voted for the amendment voted I believe for the hour of closing to remain as it was. I believe the police asked that the hour of closing be reduced, but whether it be 10 or 11, Foxton would not govern or regulate its rest and sleep by the flicker of the billiard lights. Thanking you for space.—I am etc., [14, 363, 158, 808]
write-soon: WRITE SOON BEFORE THE SIZES GET BROKEN AND YOU GET DISAPPOINTED. [855, 378, 1088, 401]
part-two-text: Swing Song: Misses McMillan, Gray, Collins, Hamer, Cook (2), Messrs Fowler, Gray, Rough, and Cook. Gavotte by Mrs Clemett, Misses Cook, McMillan, and Collins. Chorus by company, "Somebody's Sweetheart." Pianist, Miss Gray with Mr Berthold's full orchestra. [428, 1571, 549, 1685]
scores-table [168, 1297, 284, 1434]
table-row: 54 74 [198, 1354, 266, 1366]
column-1 [14, 42, 158, 1750]
